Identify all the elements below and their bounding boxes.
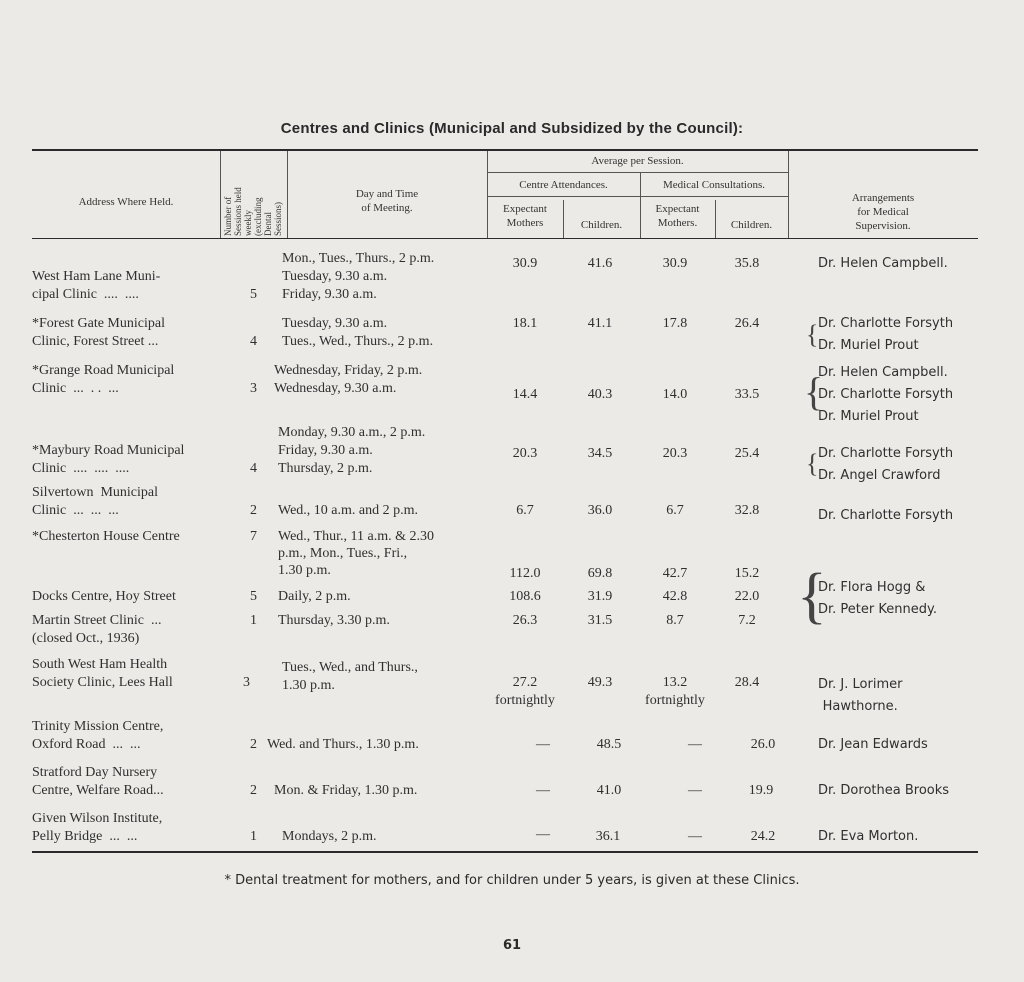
row-address: *Chesterton House Centre — [32, 529, 180, 544]
bottom-rule — [32, 851, 978, 853]
header-bottom-rule — [32, 238, 978, 239]
row-day: Mon. & Friday, 1.30 p.m. — [274, 783, 418, 798]
row-children-consultation: 24.2 — [750, 829, 776, 844]
row-expectant-consultation: 17.8 — [662, 316, 688, 331]
row-sessions: 1 — [250, 613, 257, 628]
row-children-consultation: 15.2 — [734, 566, 760, 581]
bracket-icon: { — [806, 320, 819, 349]
row-supervision: Dr. Charlotte Forsyth Dr. Muriel Prout — [818, 316, 954, 353]
row-children-consultation: 22.0 — [734, 589, 760, 604]
row-expectant-attendance: — — [536, 827, 550, 842]
row-children-attendance: 36.0 — [587, 503, 613, 518]
row-expectant-attendance: 112.0 — [509, 566, 541, 581]
row-day: Monday, 9.30 a.m., 2 p.m. Friday, 9.30 a.m. Thursday, 2 p.m. — [278, 425, 426, 476]
bracket-icon: { — [797, 562, 827, 630]
row-address: Stratford Day Nursery Centre, Welfare Road... — [32, 765, 164, 798]
row-day: Thursday, 3.30 p.m. — [278, 613, 390, 628]
header-arrangements: Arrangements for Medical Supervision. — [851, 192, 915, 232]
row-children-attendance: 34.5 — [587, 446, 613, 461]
row-sessions: 2 — [250, 783, 257, 798]
row-expectant-consultation: 14.0 — [662, 387, 688, 402]
row-children-consultation: 25.4 — [734, 446, 760, 461]
row-day: Wed., 10 a.m. and 2 p.m. — [278, 503, 419, 518]
row-expectant-consultation: 8.7 — [666, 613, 684, 628]
row-children-attendance: 49.3 — [587, 675, 613, 690]
row-expectant-attendance: 20.3 — [512, 446, 538, 461]
row-sessions: 2 — [250, 737, 257, 752]
row-expectant-attendance: 18.1 — [512, 316, 538, 331]
row-children-attendance: 31.5 — [587, 613, 613, 628]
row-address: *Forest Gate Municipal Clinic, Forest Street ... — [32, 316, 165, 349]
row-expectant-consultation: 6.7 — [666, 503, 684, 518]
row-children-attendance: 40.3 — [587, 387, 613, 402]
row-expectant-attendance: — — [536, 783, 550, 798]
row-children-consultation: 33.5 — [734, 387, 760, 402]
header-expectant-mothers: Expectant Mothers — [503, 203, 547, 229]
header-address: Address Where Held. — [78, 196, 174, 208]
row-address: Trinity Mission Centre, Oxford Road ... ... — [32, 719, 164, 752]
header-subrule — [487, 172, 788, 173]
row-sessions: 7 — [250, 529, 257, 544]
row-children-attendance: 41.6 — [587, 256, 613, 271]
top-rule — [32, 149, 978, 151]
row-children-attendance: 69.8 — [587, 566, 613, 581]
row-expectant-consultation: 20.3 — [662, 446, 688, 461]
header-average: Average per Session. — [591, 155, 684, 167]
row-supervision: Dr. Jean Edwards — [818, 737, 928, 752]
row-supervision: Dr. Flora Hogg & Dr. Peter Kennedy. — [818, 580, 937, 617]
header-consultations: Medical Consultations. — [662, 179, 766, 191]
row-day: Daily, 2 p.m. — [278, 589, 351, 604]
row-sessions: 1 — [250, 829, 257, 844]
row-expectant-consultation: 42.7 — [662, 566, 688, 581]
row-sessions: 5 — [250, 589, 257, 604]
row-day: Tues., Wed., and Thurs., 1.30 p.m. — [282, 660, 418, 693]
row-expectant-consultation: — — [688, 829, 702, 844]
row-sessions: 3 — [250, 381, 257, 396]
row-day: Wed. and Thurs., 1.30 p.m. — [267, 737, 419, 752]
header-expectant-mothers: Expectant Mothers. — [655, 203, 700, 229]
row-sessions: 2 — [250, 503, 257, 518]
header-children: Children. — [730, 219, 773, 231]
header-subrule — [487, 196, 788, 197]
row-children-attendance: 31.9 — [587, 589, 613, 604]
row-address: Given Wilson Institute, Pelly Bridge ... ... — [32, 811, 163, 844]
header-sessions: Number of Sessions held weekly (excluding Dental Sessions) — [223, 187, 283, 236]
header-divider — [220, 151, 221, 238]
row-address: Martin Street Clinic ... (closed Oct., 1936) — [32, 613, 162, 646]
row-expectant-attendance: 27.2 fortnightly — [495, 675, 555, 708]
row-supervision: Dr. Charlotte Forsyth — [818, 508, 954, 523]
row-supervision: Dr. Eva Morton. — [818, 829, 919, 844]
row-expectant-attendance: 26.3 — [512, 613, 538, 628]
bracket-icon: { — [804, 369, 824, 414]
row-day: Mon., Tues., Thurs., 2 p.m. Tuesday, 9.30 a.m. Friday, 9.30 a.m. — [282, 251, 435, 302]
row-address: Silvertown Municipal Clinic ... ... ... — [32, 485, 158, 518]
row-expectant-attendance: 108.6 — [509, 589, 541, 604]
row-children-consultation: 26.4 — [734, 316, 760, 331]
row-supervision: Dr. Helen Campbell. — [818, 256, 948, 271]
row-day: Mondays, 2 p.m. — [282, 829, 377, 844]
row-address: West Ham Lane Muni- cipal Clinic .... .... — [32, 269, 161, 302]
footnote: * Dental treatment for mothers, and for children under 5 years, is given at these Clinics. — [224, 873, 800, 888]
row-supervision: Dr. J. Lorimer Hawthorne. — [818, 677, 903, 714]
header-children: Children. — [580, 219, 623, 231]
row-sessions: 4 — [250, 334, 257, 349]
row-address: *Maybury Road Municipal Clinic .... .... .... — [32, 443, 185, 476]
row-children-attendance: 41.1 — [587, 316, 613, 331]
row-sessions: 3 — [243, 675, 250, 690]
header-attendances: Centre Attendances. — [519, 179, 608, 191]
row-address: South West Ham Health Society Clinic, Lees Hall — [32, 657, 173, 690]
header-day: Day and Time of Meeting. — [355, 188, 419, 214]
row-day: Tuesday, 9.30 a.m. Tues., Wed., Thurs., 2 p.m. — [282, 316, 434, 349]
bracket-icon: { — [806, 449, 819, 478]
row-children-consultation: 35.8 — [734, 256, 760, 271]
row-expectant-attendance: 30.9 — [512, 256, 538, 271]
row-address: *Grange Road Municipal Clinic ... . . ... — [32, 363, 175, 396]
row-children-attendance: 36.1 — [595, 829, 621, 844]
row-address: Docks Centre, Hoy Street — [32, 589, 176, 604]
page-number: 61 — [502, 938, 522, 953]
row-children-attendance: 48.5 — [596, 737, 622, 752]
row-children-consultation: 26.0 — [750, 737, 776, 752]
row-day: Wed., Thur., 11 a.m. & 2.30 p.m., Mon., Tues., Fri., 1.30 p.m. — [278, 529, 434, 578]
row-supervision: Dr. Charlotte Forsyth Dr. Angel Crawford — [818, 446, 954, 483]
row-sessions: 4 — [250, 461, 257, 476]
row-expectant-consultation: 30.9 — [662, 256, 688, 271]
row-supervision: Dr. Helen Campbell. Dr. Charlotte Forsyth Dr. Muriel Prout — [818, 365, 954, 424]
row-sessions: 5 — [250, 287, 257, 302]
row-expectant-consultation: — — [688, 737, 702, 752]
row-supervision: Dr. Dorothea Brooks — [818, 783, 950, 798]
row-children-consultation: 7.2 — [738, 613, 756, 628]
row-expectant-consultation: — — [688, 783, 702, 798]
row-children-consultation: 19.9 — [748, 783, 774, 798]
row-expectant-consultation: 42.8 — [662, 589, 688, 604]
row-children-consultation: 28.4 — [734, 675, 760, 690]
row-day: Wednesday, Friday, 2 p.m. Wednesday, 9.30 a.m. — [274, 363, 423, 396]
table-title: Centres and Clinics (Municipal and Subsidized by the Council): — [280, 120, 744, 137]
row-expectant-consultation: 13.2 fortnightly — [645, 675, 705, 708]
row-expectant-attendance: — — [536, 737, 550, 752]
row-expectant-attendance: 14.4 — [512, 387, 538, 402]
row-children-attendance: 41.0 — [596, 783, 622, 798]
row-children-consultation: 32.8 — [734, 503, 760, 518]
row-expectant-attendance: 6.7 — [516, 503, 534, 518]
